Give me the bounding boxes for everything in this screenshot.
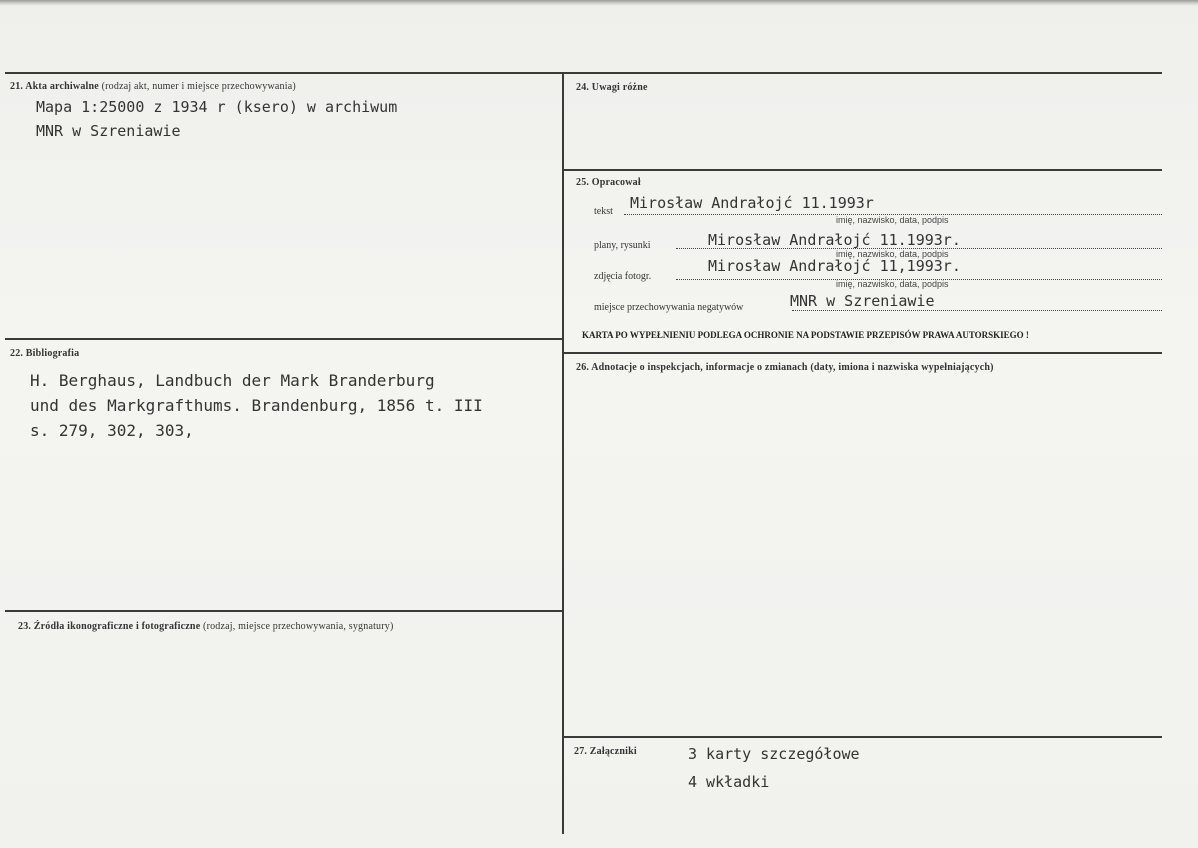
field-label-photos: zdjęcia fotogr. [594, 271, 652, 282]
field-caption-photos: imię, nazwisko, data, podpis [836, 279, 949, 289]
section-22-label: 22. Bibliografia [10, 348, 80, 359]
field-caption-plans: imię, nazwisko, data, podpis [836, 249, 949, 259]
field-value-photos: Mirosław Andrałojć 11,1993r. [708, 257, 961, 275]
rule-21-22 [5, 338, 562, 340]
bibliography-line-1: H. Berghaus, Landbuch der Mark Branderburg [30, 371, 435, 390]
dotted-line-negatives [792, 310, 1162, 311]
top-rule [5, 72, 1162, 74]
field-label-negatives: miejsce przechowywania negatywów [594, 302, 744, 313]
copyright-notice: KARTA PO WYPEŁNIENIU PODLEGA OCHRONIE NA PODSTAWIE PRZEPISÓW PRAWA AUTORSKIEGO ! [582, 330, 1029, 340]
section-24-label: 24. Uwagi różne [576, 82, 648, 93]
section-23-hint: (rodzaj, miejsce przechowywania, sygnatury) [203, 621, 394, 632]
center-divider [562, 72, 564, 834]
bibliography-line-3: s. 279, 302, 303, [30, 421, 194, 440]
rule-24-25 [564, 169, 1162, 171]
field-label-plans: plany, rysunki [594, 240, 651, 251]
section-21-label: 21. Akta archiwalne [10, 81, 99, 92]
rule-22-23 [5, 610, 562, 612]
rule-26-27 [564, 736, 1162, 738]
field-label-text: tekst [594, 206, 613, 217]
field-caption-text: imię, nazwisko, data, podpis [836, 215, 949, 225]
archive-line-2: MNR w Szreniawie [36, 122, 181, 140]
section-26-label: 26. Adnotacje o inspekcjach, informacje o zmianach [576, 362, 808, 373]
attachment-line-1: 3 karty szczegółowe [688, 745, 860, 763]
section-21-header [10, 81, 296, 92]
field-value-plans: Mirosław Andrałojć 11.1993r. [708, 231, 961, 249]
rule-25-26 [564, 352, 1162, 354]
field-value-text: Mirosław Andrałojć 11.1993r [630, 194, 874, 212]
section-23-label: 23. Źródła ikonograficzne i fotograficzne [18, 621, 201, 632]
bibliography-line-2: und des Markgrafthums. Brandenburg, 1856 t. III [30, 396, 483, 415]
archive-line-1: Mapa 1:25000 z 1934 r (ksero) w archiwum [36, 98, 398, 116]
section-21-hint: (rodzaj akt, numer i miejsce przechowywania) [101, 81, 296, 92]
section-26-header [576, 362, 994, 373]
section-27-label: 27. Załączniki [574, 746, 637, 757]
section-25-label: 25. Opracował [576, 177, 641, 188]
section-26-hint: (daty, imiona i nazwiska wypełniających) [810, 362, 994, 373]
attachment-line-2: 4 wkładki [688, 773, 770, 791]
card-top-edge [0, 0, 1198, 6]
field-value-negatives: MNR w Szreniawie [790, 292, 935, 310]
section-23-header [18, 621, 394, 632]
